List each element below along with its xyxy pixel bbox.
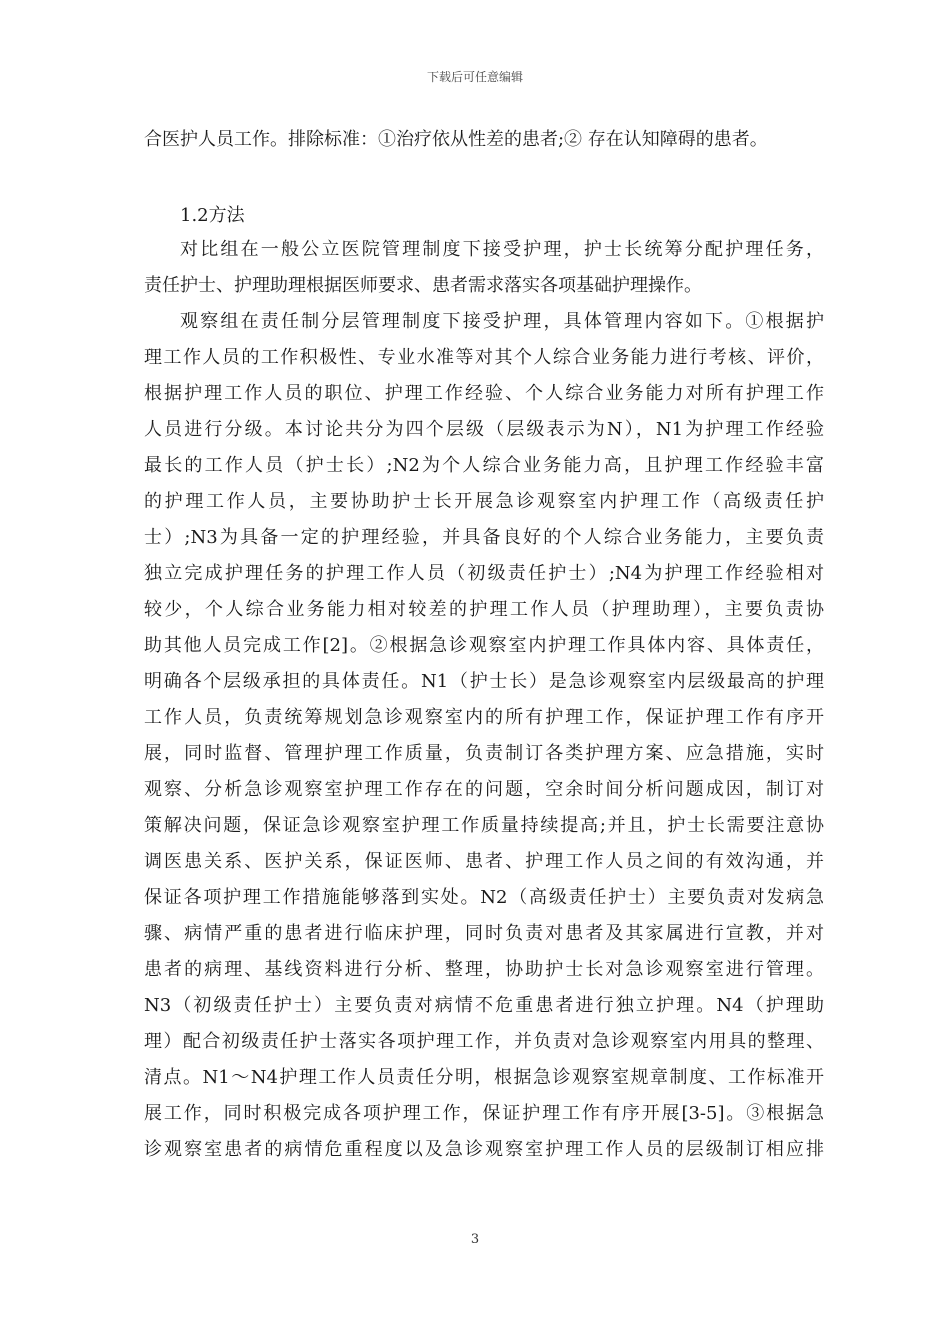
paragraph-line: 展，同时监督、管理护理工作质量，负责制订各类护理方案、应急措施，实时: [144, 743, 824, 764]
paragraph-line: 对比组在一般公立医院管理制度下接受护理，护士长统筹分配护理任务，: [180, 239, 824, 260]
paragraph-line: 士）;N3为具备一定的护理经验，并具备良好的个人综合业务能力，主要负责: [144, 527, 824, 548]
paragraph-line: 助其他人员完成工作[2]。②根据急诊观察室内护理工作具体内容、具体责任，: [144, 635, 824, 656]
paragraph-line: 观察组在责任制分层管理制度下接受护理，具体管理内容如下。①根据护: [180, 311, 824, 332]
paragraph-line: 理工作人员的工作积极性、专业水准等对其个人综合业务能力进行考核、评价，: [144, 347, 824, 368]
paragraph-control-group: [144, 232, 824, 304]
paragraph-line: 根据护理工作人员的职位、护理工作经验、个人综合业务能力对所有护理工作: [144, 383, 824, 404]
paragraph-line: 展工作，同时积极完成各项护理工作，保证护理工作有序开展[3-5]。③根据急: [144, 1103, 824, 1124]
paragraph-line: 骤、病情严重的患者进行临床护理，同时负责对患者及其家属进行宣教，并对: [144, 923, 824, 944]
page-number: 3: [470, 1232, 480, 1247]
page-header: 下载后可任意编辑: [426, 70, 523, 84]
paragraph-line: 患者的病理、基线资料进行分析、整理，协助护士长对急诊观察室进行管理。: [144, 959, 824, 980]
continued-line: 合医护人员工作。排除标准：①治疗依从性差的患者;② 存在认知障碍的患者。: [144, 129, 768, 150]
paragraph-line: 清点。N1～N4护理工作人员责任分明，根据急诊观察室规章制度、工作标准开: [144, 1067, 824, 1088]
paragraph-line: 诊观察室患者的病情危重程度以及急诊观察室护理工作人员的层级制订相应排: [144, 1139, 824, 1160]
paragraph-line: 理）配合初级责任护士落实各项护理工作，并负责对急诊观察室内用具的整理、: [144, 1031, 824, 1052]
paragraph-line: 保证各项护理工作措施能够落到实处。N2（高级责任护士）主要负责对发病急: [144, 887, 824, 908]
paragraph-line: 工作人员，负责统筹规划急诊观察室内的所有护理工作，保证护理工作有序开: [144, 707, 824, 728]
paragraph-line: 策解决问题，保证急诊观察室护理工作质量持续提高;并且，护士长需要注意协: [144, 815, 824, 836]
paragraph-line: N3（初级责任护士）主要负责对病情不危重患者进行独立护理。N4（护理助: [144, 995, 824, 1016]
section-title: 1.2方法: [180, 205, 245, 226]
paragraph-observation-group: [144, 304, 824, 1168]
paragraph-line: 较少，个人综合业务能力相对较差的护理工作人员（护理助理），主要负责协: [144, 599, 824, 620]
paragraph-line: 独立完成护理任务的护理工作人员（初级责任护士）;N4为护理工作经验相对: [144, 563, 824, 584]
paragraph-line: 最长的工作人员（护士长）;N2为个人综合业务能力高，且护理工作经验丰富: [144, 455, 824, 476]
paragraph-line: 明确各个层级承担的具体责任。N1（护士长）是急诊观察室内层级最高的护理: [144, 671, 824, 692]
paragraph-line: 观察、分析急诊观察室护理工作存在的问题，空余时间分析问题成因，制订对: [144, 779, 824, 800]
paragraph-line: 责任护士、护理助理根据医师要求、患者需求落实各项基础护理操作。: [144, 275, 702, 296]
paragraph-line: 的护理工作人员，主要协助护士长开展急诊观察室内护理工作（高级责任护: [144, 491, 824, 512]
paragraph-line: 调医患关系、医护关系，保证医师、患者、护理工作人员之间的有效沟通，并: [144, 851, 824, 872]
paragraph-line: 人员进行分级。本讨论共分为四个层级（层级表示为N），N1为护理工作经验: [144, 419, 824, 440]
